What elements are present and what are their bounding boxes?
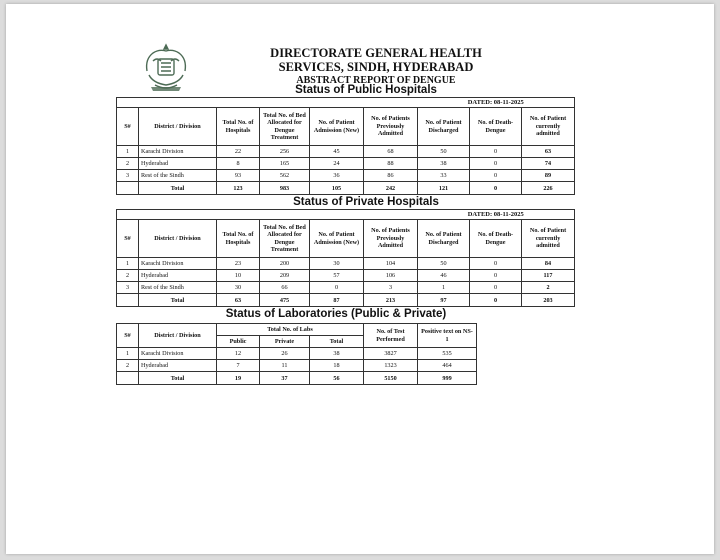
cell: 30 [217,282,260,294]
cell: 999 [418,372,477,385]
cell: 2 [117,360,139,372]
column-header: Positive text on NS-1 [418,324,477,348]
cell: 26 [260,348,310,360]
cell: 3 [117,170,139,182]
cell: 1 [117,258,139,270]
column-header: Total No. of Hospitals [217,108,260,146]
column-header: Total [310,336,364,348]
column-header: No. of Patients Previously Admitted [364,220,418,258]
cell: 242 [364,182,418,195]
cell: 11 [260,360,310,372]
column-header: No. of Patient currently admitted [522,220,575,258]
cell: 38 [418,158,470,170]
cell: 89 [522,170,575,182]
total-row [117,372,477,385]
cell: 1 [117,146,139,158]
cell: 2 [522,282,575,294]
column-header: No. of Patient Discharged [418,220,470,258]
cell: 0 [470,258,522,270]
cell: 256 [260,146,310,158]
cell: 0 [470,270,522,282]
cell: 1 [117,348,139,360]
private-hospitals-table [116,209,575,307]
table-row [117,258,575,270]
cell: 45 [310,146,364,158]
cell: 88 [364,158,418,170]
column-header: Total No. of Bed Allocated for Dengue Treatment [260,108,310,146]
cell: 117 [522,270,575,282]
cell: 121 [418,182,470,195]
cell: 18 [310,360,364,372]
cell: Karachi Division [139,146,217,158]
public-hospitals-title: Status of Public Hospitals [295,84,437,96]
column-header: Total No. of Bed Allocated for Dengue Treatment [260,220,310,258]
cell: 2 [117,270,139,282]
cell: 24 [310,158,364,170]
cell: 0 [470,282,522,294]
laboratories-title: Status of Laboratories (Public & Private) [225,308,447,320]
table-row [117,360,477,372]
table-row [117,348,477,360]
cell: 38 [310,348,364,360]
cell: 93 [217,170,260,182]
cell: 3 [364,282,418,294]
cell: Hyderabad [139,270,217,282]
cell: 97 [418,294,470,307]
cell: 23 [217,258,260,270]
cell: 19 [217,372,260,385]
cell: 57 [310,270,364,282]
header-line-1: DIRECTORATE GENERAL HEALTH [270,46,482,60]
cell: Hyderabad [139,360,217,372]
column-header: No. of Death-Dengue [470,108,522,146]
column-header: No. of Patient Admission (New) [310,220,364,258]
total-row [117,182,575,195]
cell: 0 [310,282,364,294]
cell: 0 [470,170,522,182]
cell: 50 [418,258,470,270]
column-header: S# [117,220,139,258]
cell: 475 [260,294,310,307]
cell: 3827 [364,348,418,360]
cell: 68 [364,146,418,158]
column-header: No. of Death-Dengue [470,220,522,258]
column-header: No. of Patient Admission (New) [310,108,364,146]
cell: 105 [310,182,364,195]
cell: 12 [217,348,260,360]
cell: 5150 [364,372,418,385]
table-row [117,146,575,158]
cell: 74 [522,158,575,170]
table-row [117,270,575,282]
private-dated: DATED: 08-11-2025 [418,210,575,220]
column-header: Private [260,336,310,348]
total-row [117,294,575,307]
column-header: District / Division [139,324,217,348]
cell: 209 [260,270,310,282]
report-header [202,46,550,88]
cell: Total [139,182,217,195]
table-row [117,158,575,170]
cell: 0 [470,146,522,158]
cell: 106 [364,270,418,282]
cell: 0 [470,182,522,195]
cell: 0 [470,294,522,307]
column-header: District / Division [139,220,217,258]
cell: 2 [117,158,139,170]
cell: Total [139,372,217,385]
cell: 464 [418,360,477,372]
cell: 7 [217,360,260,372]
public-hospitals-table [116,97,575,195]
cell: 46 [418,270,470,282]
column-header: No. of Patient currently admitted [522,108,575,146]
cell: 562 [260,170,310,182]
column-header: S# [117,324,139,348]
column-header: District / Division [139,108,217,146]
cell: 63 [522,146,575,158]
cell: 66 [260,282,310,294]
cell: 50 [418,146,470,158]
cell: 63 [217,294,260,307]
column-header: Total No. of Hospitals [217,220,260,258]
table-row [117,170,575,182]
cell: Hyderabad [139,158,217,170]
cell: 30 [310,258,364,270]
public-dated: DATED: 08-11-2025 [418,98,575,108]
cell: 1323 [364,360,418,372]
cell: 10 [217,270,260,282]
table-row [117,282,575,294]
cell: 104 [364,258,418,270]
cell: 86 [364,170,418,182]
cell: Rest of the Sindh [139,282,217,294]
cell: Total [139,294,217,307]
column-header: No. of Patients Previously Admitted [364,108,418,146]
cell: 123 [217,182,260,195]
cell: 36 [310,170,364,182]
column-header: No. of Patient Discharged [418,108,470,146]
cell: 983 [260,182,310,195]
cell: 165 [260,158,310,170]
cell: 1 [418,282,470,294]
cell: 56 [310,372,364,385]
column-header: No. of Test Performed [364,324,418,348]
private-hospitals-title: Status of Private Hospitals [293,196,439,208]
cell: 37 [260,372,310,385]
cell: Karachi Division [139,348,217,360]
column-header: S# [117,108,139,146]
laboratories-table [116,323,477,385]
cell: 22 [217,146,260,158]
cell: 200 [260,258,310,270]
cell: 226 [522,182,575,195]
cell: Rest of the Sindh [139,170,217,182]
column-header: Public [217,336,260,348]
column-header: Total No. of Labs [217,324,364,336]
cell: Karachi Division [139,258,217,270]
government-seal-icon [139,41,193,95]
document-page [6,4,714,554]
cell: 535 [418,348,477,360]
header-line-3: ABSTRACT REPORT OF DENGUE [296,75,456,86]
cell: 87 [310,294,364,307]
cell: 0 [470,158,522,170]
cell: 203 [522,294,575,307]
cell: 213 [364,294,418,307]
cell: 33 [418,170,470,182]
cell: 3 [117,282,139,294]
cell: 8 [217,158,260,170]
header-line-2: SERVICES, SINDH, HYDERABAD [278,60,474,74]
cell: 84 [522,258,575,270]
